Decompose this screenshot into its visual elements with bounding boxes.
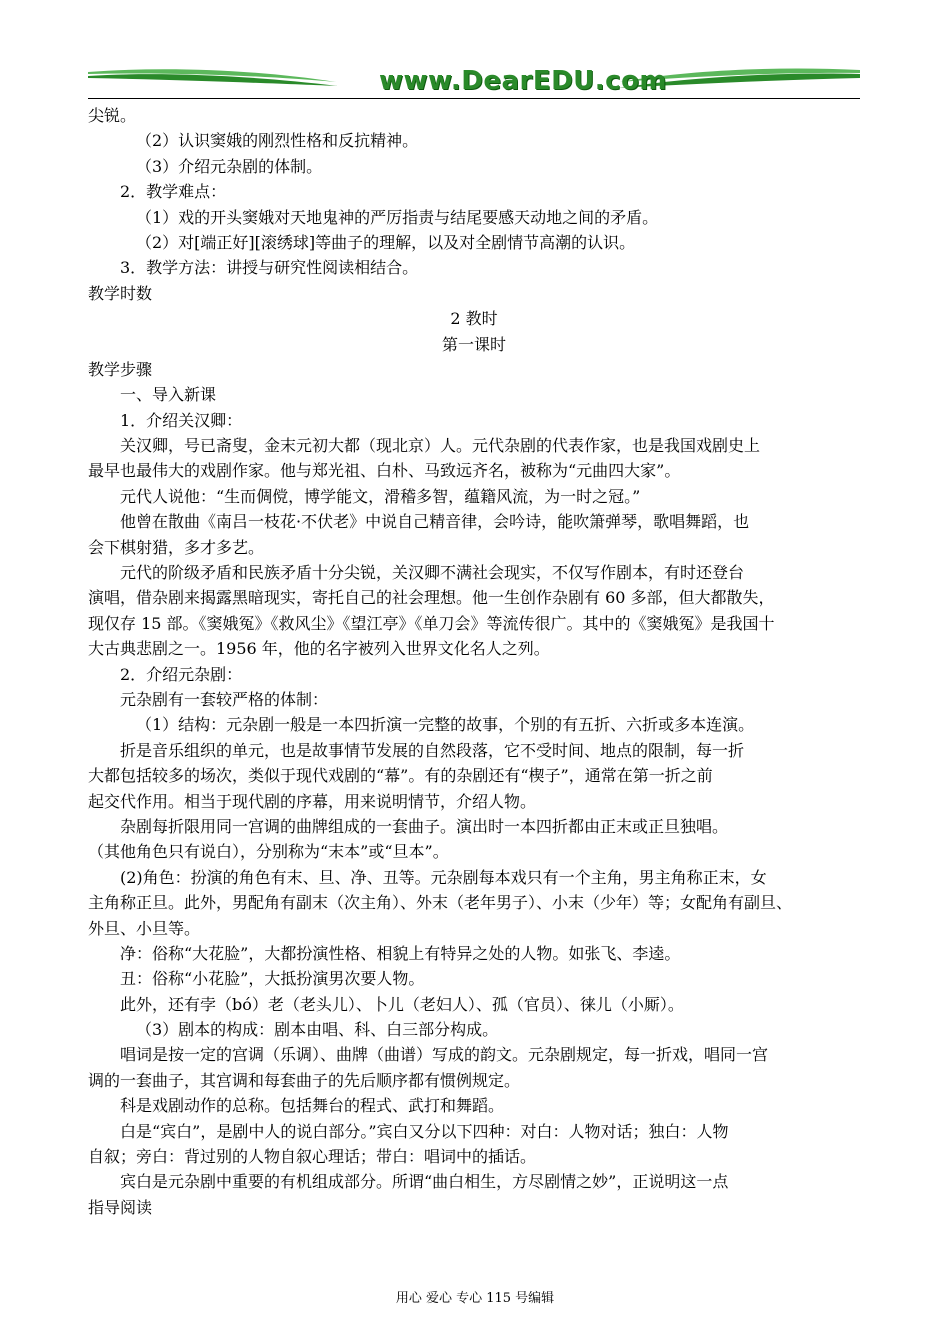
text-line: 教学时数 xyxy=(88,283,153,303)
text-line: 科是戏剧动作的总称。包括舞台的程式、武打和舞蹈。 xyxy=(120,1096,505,1116)
text-line: （3）剧本的构成：剧本由唱、科、白三部分构成。 xyxy=(136,1020,499,1040)
text-line: 一、导入新课 xyxy=(120,385,217,405)
text-line: 元代人说他：“生而倜傥，博学能文，滑稽多智，蕴籍风流，为一时之冠。” xyxy=(120,486,641,506)
text-line: 2 教时 xyxy=(450,309,498,329)
text-line: 3．教学方法：讲授与研究性阅读相结合。 xyxy=(120,258,419,278)
text-line: (2)角色：扮演的角色有末、旦、净、丑等。元杂剧每本戏只有一个主角，男主角称正末，女 xyxy=(120,867,767,887)
text-line: 自叙；旁白：背过别的人物自叙心理话；带白：唱词中的插话。 xyxy=(88,1147,537,1167)
site-logo: www.DearEDU.com xyxy=(378,66,668,96)
text-line: 教学步骤 xyxy=(88,359,153,379)
text-line: 第一课时 xyxy=(441,334,506,354)
text-line: 指导阅读 xyxy=(88,1197,153,1217)
text-line: 1．介绍关汉卿： xyxy=(120,410,243,430)
text-line: 折是音乐组织的单元，也是故事情节发展的自然段落，它不受时间、地点的限制，每一折 xyxy=(120,740,745,760)
text-line: 元杂剧有一套较严格的体制： xyxy=(120,689,329,709)
text-line: 现仅存 15 部。《窦娥冤》《救风尘》《望江亭》《单刀会》等流传很广。其中的《窦娥冤》是我国十 xyxy=(88,613,775,633)
text-line: 宾白是元杂剧中重要的有机组成部分。所谓“曲白相生，方尽剧情之妙”，正说明这一点 xyxy=(120,1172,729,1192)
text-line: （3）介绍元杂剧的体制。 xyxy=(136,156,323,176)
text-line: 尖锐。 xyxy=(88,106,137,125)
text-line: （2）认识窦娥的刚烈性格和反抗精神。 xyxy=(136,131,419,151)
text-line: （1）戏的开头窦娥对天地鬼神的严厉指责与结尾要感天动地之间的矛盾。 xyxy=(136,207,659,227)
text-line: 此外，还有孛（bó）老（老头儿）、卜儿（老妇人）、孤（官员）、徕儿（小厮）。 xyxy=(120,994,684,1014)
text-line: （2）对[端正好][滚绣球]等曲子的理解，以及对全剧情节高潮的认识。 xyxy=(136,232,636,252)
text-line: 2．介绍元杂剧： xyxy=(120,664,243,684)
text-line: 杂剧每折限用同一宫调的曲牌组成的一套曲子。演出时一本四折都由正末或正旦独唱。 xyxy=(120,816,729,836)
text-line: 演唱，借杂剧来揭露黑暗现实，寄托自己的社会理想。他一生创作杂剧有 60 多部，但大都散失， xyxy=(88,588,775,608)
text-line: （1）结构：元杂剧一般是一本四折演一完整的故事，个别的有五折、六折或多本连演。 xyxy=(136,715,755,735)
text-line: 大都包括较多的场次，类似于现代戏剧的“幕”。有的杂剧还有“楔子”，通常在第一折之前 xyxy=(88,766,713,786)
header-rule xyxy=(88,98,860,99)
text-line: 最早也最伟大的戏剧作家。他与郑光祖、白朴、马致远齐名，被称为“元曲四大家”。 xyxy=(88,461,681,481)
text-line: 2．教学难点： xyxy=(120,182,227,202)
text-line: 他曾在散曲《南吕一枝花·不伏老》中说自己精音律，会吟诗，能吹箫弹琴，歌唱舞蹈，也 xyxy=(120,512,750,532)
text-line: 主角称正旦。此外，男配角有副末（次主角）、外末（老年男子）、小末（少年）等；女配角有副旦、 xyxy=(88,893,793,913)
page-footer: 用心 爱心 专心 115 号编辑 xyxy=(395,1291,555,1306)
text-line: 白是“宾白”，是剧中人的说白部分。”宾白又分以下四种：对白：人物对话；独白：人物 xyxy=(120,1121,729,1141)
page-header xyxy=(88,64,860,100)
text-line: 关汉卿，号已斋叟，金末元初大都（现北京）人。元代杂剧的代表作家，也是我国戏剧史上 xyxy=(120,436,761,456)
document-body xyxy=(88,103,860,1220)
text-line: 丑：俗称“小花脸”，大抵扮演男次要人物。 xyxy=(120,969,425,989)
text-line: 调的一套曲子，其宫调和每套曲子的先后顺序都有惯例规定。 xyxy=(88,1070,521,1090)
text-line: 会下棋射猎，多才多艺。 xyxy=(88,537,265,557)
text-line: （其他角色只有说白），分别称为“末本”或“旦本”。 xyxy=(88,842,449,862)
text-line: 元代的阶级矛盾和民族矛盾十分尖锐，关汉卿不满社会现实，不仅写作剧本，有时还登台 xyxy=(120,563,745,583)
text-line: 净：俗称“大花脸”，大都扮演性格、相貌上有特异之处的人物。如张飞、李逵。 xyxy=(120,943,681,963)
text-line: 大古典悲剧之一。1956 年，他的名字被列入世界文化名人之列。 xyxy=(88,639,550,659)
text-line: 唱词是按一定的宫调（乐调）、曲牌（曲谱）写成的韵文。元杂剧规定，每一折戏，唱同一宫 xyxy=(120,1045,769,1065)
text-line: 外旦、小旦等。 xyxy=(88,918,201,938)
text-line: 起交代作用。相当于现代剧的序幕，用来说明情节，介绍人物。 xyxy=(88,791,537,811)
